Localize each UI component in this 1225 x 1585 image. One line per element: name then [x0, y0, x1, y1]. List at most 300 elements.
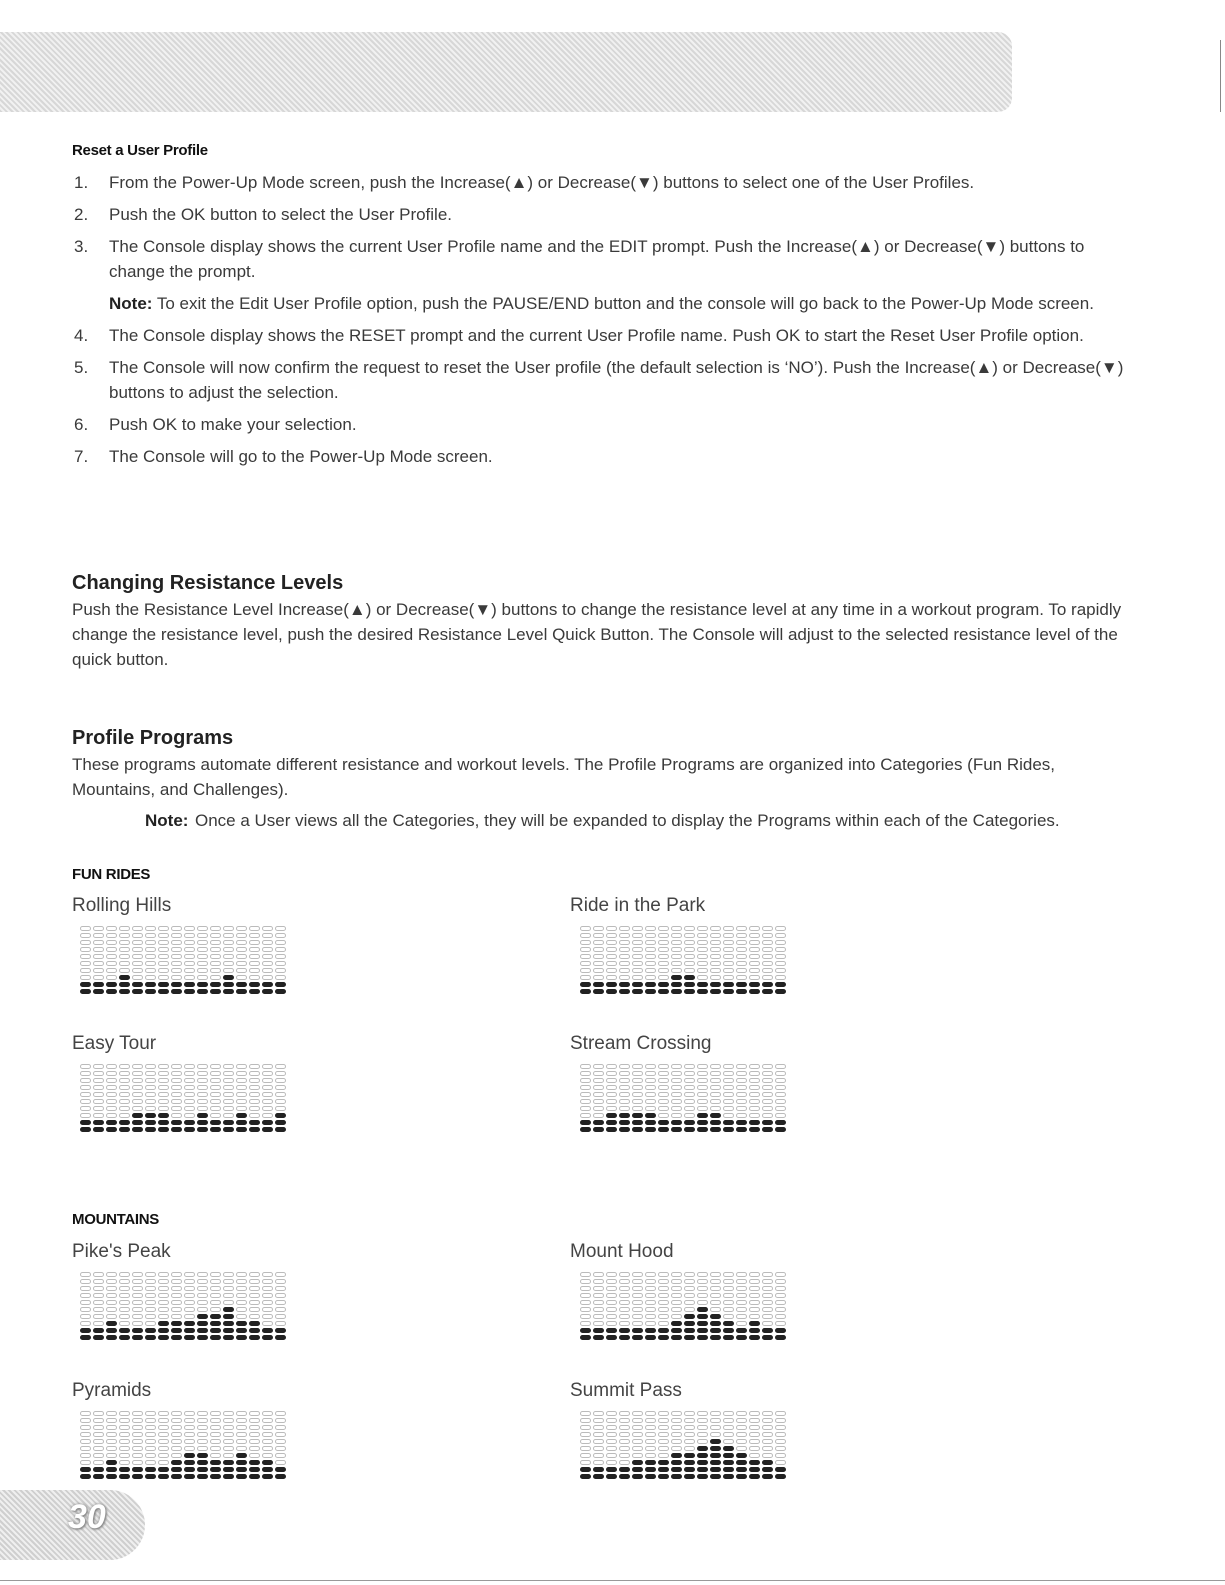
profile-segment [684, 1328, 695, 1333]
profile-segment [145, 940, 156, 945]
profile-segment [671, 954, 682, 959]
profile-segment [132, 1071, 143, 1076]
profile-segment [749, 1099, 760, 1104]
profile-segment [262, 1418, 273, 1423]
profile-segment [197, 1328, 208, 1333]
profile-segment [762, 1099, 773, 1104]
profile-segment [210, 1286, 221, 1291]
profile-segment [171, 1314, 182, 1319]
profile-segment [710, 1106, 721, 1111]
profile-segment [632, 1425, 643, 1430]
edit-note: Note: To exit the Edit User Profile option, push the PAUSE/END button and the console will go back to the Power-Up Mode screen. [109, 294, 1094, 313]
profile-segment [184, 1314, 195, 1319]
profile-segment [93, 1106, 104, 1111]
profile-segment [223, 1314, 234, 1319]
profile-segment [697, 975, 708, 980]
profile-segment [697, 947, 708, 952]
profile-segment [275, 947, 286, 952]
profile-segment [632, 1474, 643, 1479]
profile-segment [606, 1321, 617, 1326]
profile-segment [671, 1120, 682, 1125]
profile-segment [106, 1425, 117, 1430]
profile-segment [249, 1321, 260, 1326]
profile-segment [197, 954, 208, 959]
profile-segment [119, 1293, 130, 1298]
profile-segment [197, 1064, 208, 1069]
profile-segment [697, 1446, 708, 1451]
profile-segment [619, 1439, 630, 1444]
profile-segment [197, 1099, 208, 1104]
profile-segment [736, 1418, 747, 1423]
profile-segment [671, 961, 682, 966]
profile-segment [132, 933, 143, 938]
profile-segment [593, 1446, 604, 1451]
profile-segment [619, 1085, 630, 1090]
profile-segment [93, 1321, 104, 1326]
profile-segment [236, 1328, 247, 1333]
profile-segment [80, 1286, 91, 1291]
profile-segment [262, 1071, 273, 1076]
profile-segment [145, 1300, 156, 1305]
profile-segment [171, 1106, 182, 1111]
profile-segment [158, 982, 169, 987]
profile-segment [145, 1113, 156, 1118]
profile-segment [197, 1279, 208, 1284]
profile-segment [262, 982, 273, 987]
profile-segment [106, 1286, 117, 1291]
profile-segment [606, 1307, 617, 1312]
profile-segment [749, 975, 760, 980]
profile-segment [645, 1321, 656, 1326]
profile-segment [197, 1460, 208, 1465]
profile-segment [236, 1425, 247, 1430]
profile-segment [249, 1106, 260, 1111]
profile-segment [775, 1432, 786, 1437]
profile-segment [106, 968, 117, 973]
profile-segment [762, 1467, 773, 1472]
profiles-note: Note: Once a User views all the Categories, they will be expanded to display the Programs within each of the Categories. [145, 811, 1060, 830]
profile-segment [645, 1335, 656, 1340]
profile-segment [249, 1293, 260, 1298]
profile-segment [593, 1092, 604, 1097]
profile-segment [197, 1453, 208, 1458]
profile-segment [710, 1453, 721, 1458]
profile-segment [106, 1120, 117, 1125]
profile-segment [619, 1418, 630, 1423]
profile-segment [697, 1467, 708, 1472]
profile-segment [197, 1439, 208, 1444]
profile-segment [119, 926, 130, 931]
profile-segment [119, 1446, 130, 1451]
profile-segment [632, 982, 643, 987]
profile-segment [710, 933, 721, 938]
profile-segment [236, 975, 247, 980]
profile-segment [80, 1071, 91, 1076]
profile-segment [145, 1286, 156, 1291]
profile-segment [210, 1127, 221, 1132]
profile-segment [658, 1328, 669, 1333]
profile-segment [158, 1092, 169, 1097]
profile-segment [658, 1106, 669, 1111]
profile-segment [749, 1467, 760, 1472]
profile-segment [684, 1092, 695, 1097]
profile-segment [723, 1092, 734, 1097]
profile-segment [775, 933, 786, 938]
profile-segment [593, 1335, 604, 1340]
profile-segment [593, 1113, 604, 1118]
profile-segment [762, 1127, 773, 1132]
profile-segment [606, 1113, 617, 1118]
profile-segment [645, 1127, 656, 1132]
profile-segment [158, 933, 169, 938]
profile-segment [132, 926, 143, 931]
profile-segment [210, 1064, 221, 1069]
profile-segment [119, 1321, 130, 1326]
profile-segment [145, 1321, 156, 1326]
profile-segment [736, 1474, 747, 1479]
profile-segment [684, 1453, 695, 1458]
profile-segment [119, 1071, 130, 1076]
profile-segment [606, 1425, 617, 1430]
profile-segment [606, 926, 617, 931]
profile-segment [184, 1085, 195, 1090]
profile-graph [580, 926, 787, 995]
profile-segment [671, 975, 682, 980]
profile-segment [184, 947, 195, 952]
profile-segment [580, 1300, 591, 1305]
profile-segment [697, 926, 708, 931]
profile-segment [236, 1474, 247, 1479]
profile-segment [775, 968, 786, 973]
profile-segment [249, 1279, 260, 1284]
profile-segment [736, 940, 747, 945]
profile-segment [710, 1460, 721, 1465]
profile-segment [249, 1286, 260, 1291]
profile-segment [723, 954, 734, 959]
profile-segment [684, 1467, 695, 1472]
profile-segment [184, 926, 195, 931]
profile-segment [619, 975, 630, 980]
profile-segment [93, 975, 104, 980]
profile-segment [580, 1328, 591, 1333]
profile-segment [171, 1078, 182, 1083]
profile-segment [593, 1321, 604, 1326]
profile-segment [249, 1127, 260, 1132]
profile-segment [80, 1453, 91, 1458]
profile-segment [619, 1272, 630, 1277]
profile-segment [658, 1453, 669, 1458]
profile-segment [645, 1085, 656, 1090]
profile-segment [632, 1328, 643, 1333]
profile-segment [762, 1064, 773, 1069]
profile-segment [236, 947, 247, 952]
profile-segment [619, 933, 630, 938]
profile-segment [671, 1328, 682, 1333]
profile-segment [106, 989, 117, 994]
profile-segment [184, 1071, 195, 1076]
profile-segment [723, 1328, 734, 1333]
profile-segment [749, 1064, 760, 1069]
profile-segment [223, 975, 234, 980]
profile-segment [119, 1453, 130, 1458]
profile-segment [93, 968, 104, 973]
profile-segment [132, 1335, 143, 1340]
profile-segment [80, 1064, 91, 1069]
profile-segment [106, 1411, 117, 1416]
profile-segment [749, 954, 760, 959]
profile-segment [171, 1071, 182, 1076]
profile-segment [145, 1335, 156, 1340]
profile-segment [197, 947, 208, 952]
profile-segment [775, 1474, 786, 1479]
profile-segment [619, 1474, 630, 1479]
profile-segment [132, 947, 143, 952]
profile-segment [684, 1439, 695, 1444]
profile-segment [223, 1335, 234, 1340]
profile-segment [210, 1300, 221, 1305]
profile-segment [119, 1335, 130, 1340]
profile-segment [275, 1418, 286, 1423]
profile-segment [210, 1279, 221, 1284]
profile-segment [671, 1411, 682, 1416]
profile-segment [632, 1078, 643, 1083]
profile-segment [749, 1300, 760, 1305]
header-band [0, 32, 1012, 112]
profile-segment [275, 940, 286, 945]
profile-segment [697, 1120, 708, 1125]
profile-segment [210, 968, 221, 973]
profile-segment [762, 1272, 773, 1277]
profile-segment [580, 926, 591, 931]
profile-segment [210, 1411, 221, 1416]
profile-segment [645, 1467, 656, 1472]
profile-segment [606, 940, 617, 945]
profile-segment [262, 1328, 273, 1333]
profile-segment [762, 1453, 773, 1458]
profile-segment [249, 954, 260, 959]
profile-segment [684, 1425, 695, 1430]
profile-segment [723, 940, 734, 945]
profile-segment [684, 954, 695, 959]
profile-segment [106, 1071, 117, 1076]
profile-segment [236, 1418, 247, 1423]
profile-segment [775, 989, 786, 994]
profile-segment [619, 1120, 630, 1125]
profile-segment [197, 1272, 208, 1277]
profile-segment [606, 961, 617, 966]
profile-segment [606, 1085, 617, 1090]
step-4: 4. The Console display shows the RESET prompt and the current User Profile name. Push OK to start the Reset User Profile option. [74, 326, 1084, 345]
profile-segment [119, 1092, 130, 1097]
profile-segment [158, 1439, 169, 1444]
profile-segment [723, 1432, 734, 1437]
profile-segment [619, 947, 630, 952]
profile-segment [775, 1272, 786, 1277]
profile-segment [145, 1293, 156, 1298]
profile-segment [619, 940, 630, 945]
profile-segment [645, 1092, 656, 1097]
profile-segment [132, 989, 143, 994]
profile-segment [671, 1064, 682, 1069]
profile-segment [119, 1418, 130, 1423]
profile-segment [723, 1064, 734, 1069]
profile-segment [710, 1120, 721, 1125]
profile-segment [249, 1425, 260, 1430]
profile-segment [132, 1411, 143, 1416]
profile-segment [171, 1127, 182, 1132]
profile-segment [106, 1279, 117, 1284]
profile-segment [223, 1272, 234, 1277]
profile-segment [684, 968, 695, 973]
profile-segment [749, 1446, 760, 1451]
profile-segment [762, 1286, 773, 1291]
profile-segment [171, 1099, 182, 1104]
profile-segment [710, 968, 721, 973]
profile-segment [171, 1293, 182, 1298]
profile-segment [619, 961, 630, 966]
profile-segment [658, 1425, 669, 1430]
profile-segment [710, 1335, 721, 1340]
profile-segment [275, 1328, 286, 1333]
profile-segment [619, 1099, 630, 1104]
profile-segment [645, 1120, 656, 1125]
profile-segment [262, 1411, 273, 1416]
profile-segment [606, 1335, 617, 1340]
profile-segment [580, 989, 591, 994]
profile-segment [210, 1293, 221, 1298]
profile-segment [275, 1432, 286, 1437]
profile-segment [223, 1460, 234, 1465]
profile-segment [275, 1467, 286, 1472]
profile-segment [775, 1120, 786, 1125]
profile-segment [184, 982, 195, 987]
profile-segment [684, 1335, 695, 1340]
profile-segment [749, 1092, 760, 1097]
profile-segment [106, 1113, 117, 1118]
profile-segment [671, 1474, 682, 1479]
profile-segment [658, 1439, 669, 1444]
profile-segment [80, 1446, 91, 1451]
profile-segment [210, 1120, 221, 1125]
profile-segment [119, 975, 130, 980]
profile-segment [619, 982, 630, 987]
profile-segment [132, 982, 143, 987]
profile-segment [236, 1085, 247, 1090]
profile-segment [158, 947, 169, 952]
profile-segment [645, 975, 656, 980]
profile-segment [762, 1279, 773, 1284]
profile-segment [93, 1085, 104, 1090]
profile-segment [645, 1071, 656, 1076]
profile-segment [184, 1078, 195, 1083]
profile-segment [775, 926, 786, 931]
profile-segment [671, 926, 682, 931]
profile-segment [736, 1064, 747, 1069]
profile-segment [619, 1092, 630, 1097]
profile-segment [736, 1300, 747, 1305]
profile-segment [184, 1425, 195, 1430]
profile-segment [658, 940, 669, 945]
profile-segment [619, 1321, 630, 1326]
profile-segment [580, 954, 591, 959]
profile-segment [158, 989, 169, 994]
profile-segment [606, 1446, 617, 1451]
profile-segment [93, 940, 104, 945]
profile-segment [593, 1286, 604, 1291]
profile-segment [210, 933, 221, 938]
profile-segment [275, 968, 286, 973]
profile-segment [132, 1321, 143, 1326]
profile-segment [93, 1064, 104, 1069]
profile-segment [736, 926, 747, 931]
profile-segment [606, 1314, 617, 1319]
profile-segment [80, 989, 91, 994]
profile-segment [80, 1425, 91, 1430]
profile-segment [749, 1078, 760, 1083]
profile-segment [145, 1099, 156, 1104]
profile-segment [275, 989, 286, 994]
profile-segment [762, 1411, 773, 1416]
profile-segment [262, 1286, 273, 1291]
profile-segment [171, 1474, 182, 1479]
profile-segment [593, 975, 604, 980]
profile-segment [697, 1425, 708, 1430]
profile-segment [262, 1099, 273, 1104]
profile-segment [580, 1474, 591, 1479]
profile-segment [736, 947, 747, 952]
profile-segment [580, 968, 591, 973]
profile-segment [262, 1467, 273, 1472]
profile-segment [619, 1106, 630, 1111]
profile-segment [145, 1439, 156, 1444]
profile-segment [606, 1279, 617, 1284]
profile-segment [132, 1120, 143, 1125]
profile-segment [736, 1092, 747, 1097]
profile-segment [697, 1272, 708, 1277]
profile-segment [697, 1113, 708, 1118]
profile-segment [671, 1106, 682, 1111]
profile-segment [80, 1460, 91, 1465]
profile-segment [736, 1314, 747, 1319]
profile-segment [106, 926, 117, 931]
profile-segment [658, 1307, 669, 1312]
profile-segment [658, 1321, 669, 1326]
profile-segment [619, 1307, 630, 1312]
profile-segment [249, 1113, 260, 1118]
profile-segment [632, 1272, 643, 1277]
profile-segment [645, 1300, 656, 1305]
profile-segment [171, 1085, 182, 1090]
profile-segment [158, 1064, 169, 1069]
profile-segment [645, 940, 656, 945]
profile-segment [762, 1425, 773, 1430]
profile-segment [262, 968, 273, 973]
profile-segment [723, 1418, 734, 1423]
profile-segment [762, 1092, 773, 1097]
profile-segment [275, 1314, 286, 1319]
profile-segment [658, 1092, 669, 1097]
profile-segment [645, 1099, 656, 1104]
profile-segment [658, 1071, 669, 1076]
profile-segment [197, 940, 208, 945]
profile-segment [775, 1307, 786, 1312]
profile-segment [593, 940, 604, 945]
profile-segment [132, 1314, 143, 1319]
profile-segment [775, 940, 786, 945]
profile-segment [184, 1279, 195, 1284]
profile-segment [632, 1418, 643, 1423]
profile-segment [236, 1411, 247, 1416]
